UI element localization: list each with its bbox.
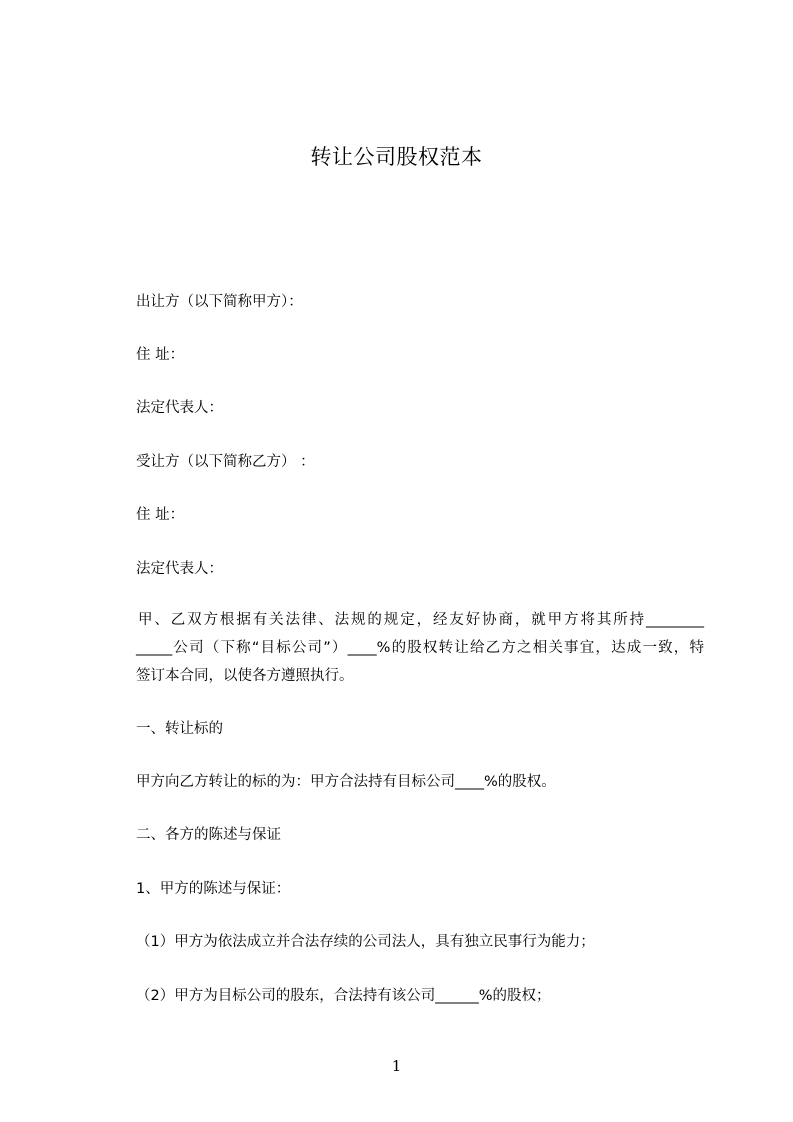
section-2-sub1-heading: 1、甲方的陈述与保证： <box>136 881 291 897</box>
page-number: 1 <box>391 1057 402 1075</box>
intro-line-3: 签订本合同，以使各方遵照执行。 <box>136 668 354 684</box>
section-1-heading: 一、转让标的 <box>136 721 223 737</box>
transferor-address-label: 住 址： <box>136 347 185 363</box>
transferee-representative-label: 法定代表人： <box>136 561 223 577</box>
document-title: 转让公司股权范本 <box>310 145 483 169</box>
transferee-label: 受让方（以下简称乙方） ： <box>136 454 315 470</box>
transferor-representative-label: 法定代表人： <box>136 400 223 416</box>
section-1-text: 甲方向乙方转让的标的为：甲方合法持有目标公司____%的股权。 <box>136 774 556 790</box>
transferee-address-label: 住 址： <box>136 507 185 523</box>
intro-line-1: 甲、乙双方根据有关法律、法规的规定，经友好协商，就甲方将其所持________ <box>138 612 704 628</box>
section-2-heading: 二、各方的陈述与保证 <box>136 827 281 843</box>
intro-line-2: _____公司（下称“目标公司”）____%的股权转让给乙方之相关事宜，达成一致，特 <box>136 640 704 656</box>
intro-paragraph <box>136 610 704 694</box>
transferor-label: 出让方（以下简称甲方）： <box>136 294 303 310</box>
section-2-item-2: （2）甲方为目标公司的股东，合法持有该公司______%的股权； <box>136 988 551 1004</box>
section-2-item-1: （1）甲方为依法成立并合法存续的公司法人，具有独立民事行为能力； <box>136 934 595 950</box>
